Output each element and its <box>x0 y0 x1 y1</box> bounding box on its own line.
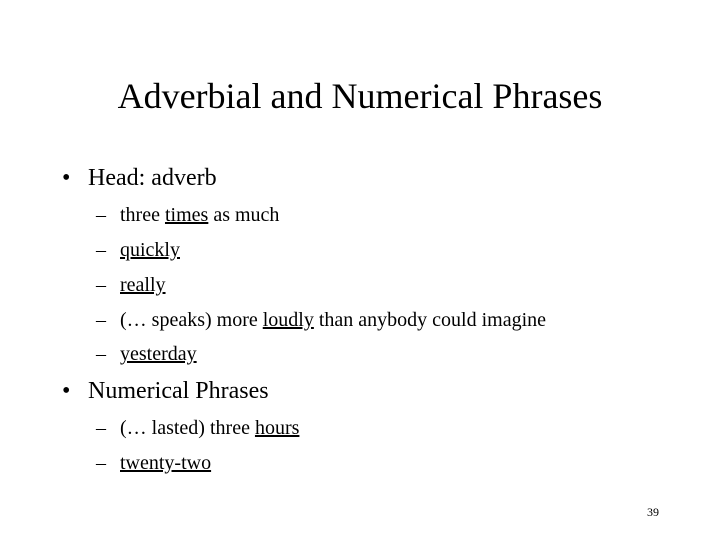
item-head-word: really <box>120 274 166 296</box>
bullet-numerical-phrases <box>62 377 269 405</box>
list-item <box>96 308 546 332</box>
list-item <box>96 238 180 262</box>
list-item <box>96 342 197 366</box>
bullet-label: Numerical Phrases <box>88 378 269 404</box>
item-text: than anybody could imagine <box>313 309 547 331</box>
item-text: (… speaks) more <box>120 309 263 331</box>
dash: – <box>96 309 106 331</box>
page-number: 39 <box>647 505 659 519</box>
dash: – <box>96 239 106 261</box>
bullet-head-adverb <box>62 164 217 192</box>
item-text: three <box>120 204 165 226</box>
list-item <box>96 273 166 297</box>
item-head-word: times <box>164 204 209 226</box>
list-item <box>96 416 299 440</box>
item-head-word: yesterday <box>120 343 197 365</box>
dash: – <box>96 343 106 365</box>
item-head-word: loudly <box>262 309 314 331</box>
list-item <box>96 451 211 475</box>
item-text: (… lasted) three <box>120 417 255 439</box>
bullet-dot: • <box>62 378 71 404</box>
slide-title: Adverbial and Numerical Phrases <box>117 76 603 116</box>
dash: – <box>96 274 106 296</box>
item-text: as much <box>208 204 280 226</box>
bullet-label: Head: adverb <box>88 165 217 191</box>
dash: – <box>96 452 106 474</box>
dash: – <box>96 417 106 439</box>
item-head-word: twenty-two <box>120 452 212 474</box>
bullet-dot: • <box>62 165 71 191</box>
item-head-word: hours <box>254 417 300 439</box>
item-head-word: quickly <box>120 239 180 261</box>
list-item <box>96 203 279 227</box>
dash: – <box>96 204 106 226</box>
